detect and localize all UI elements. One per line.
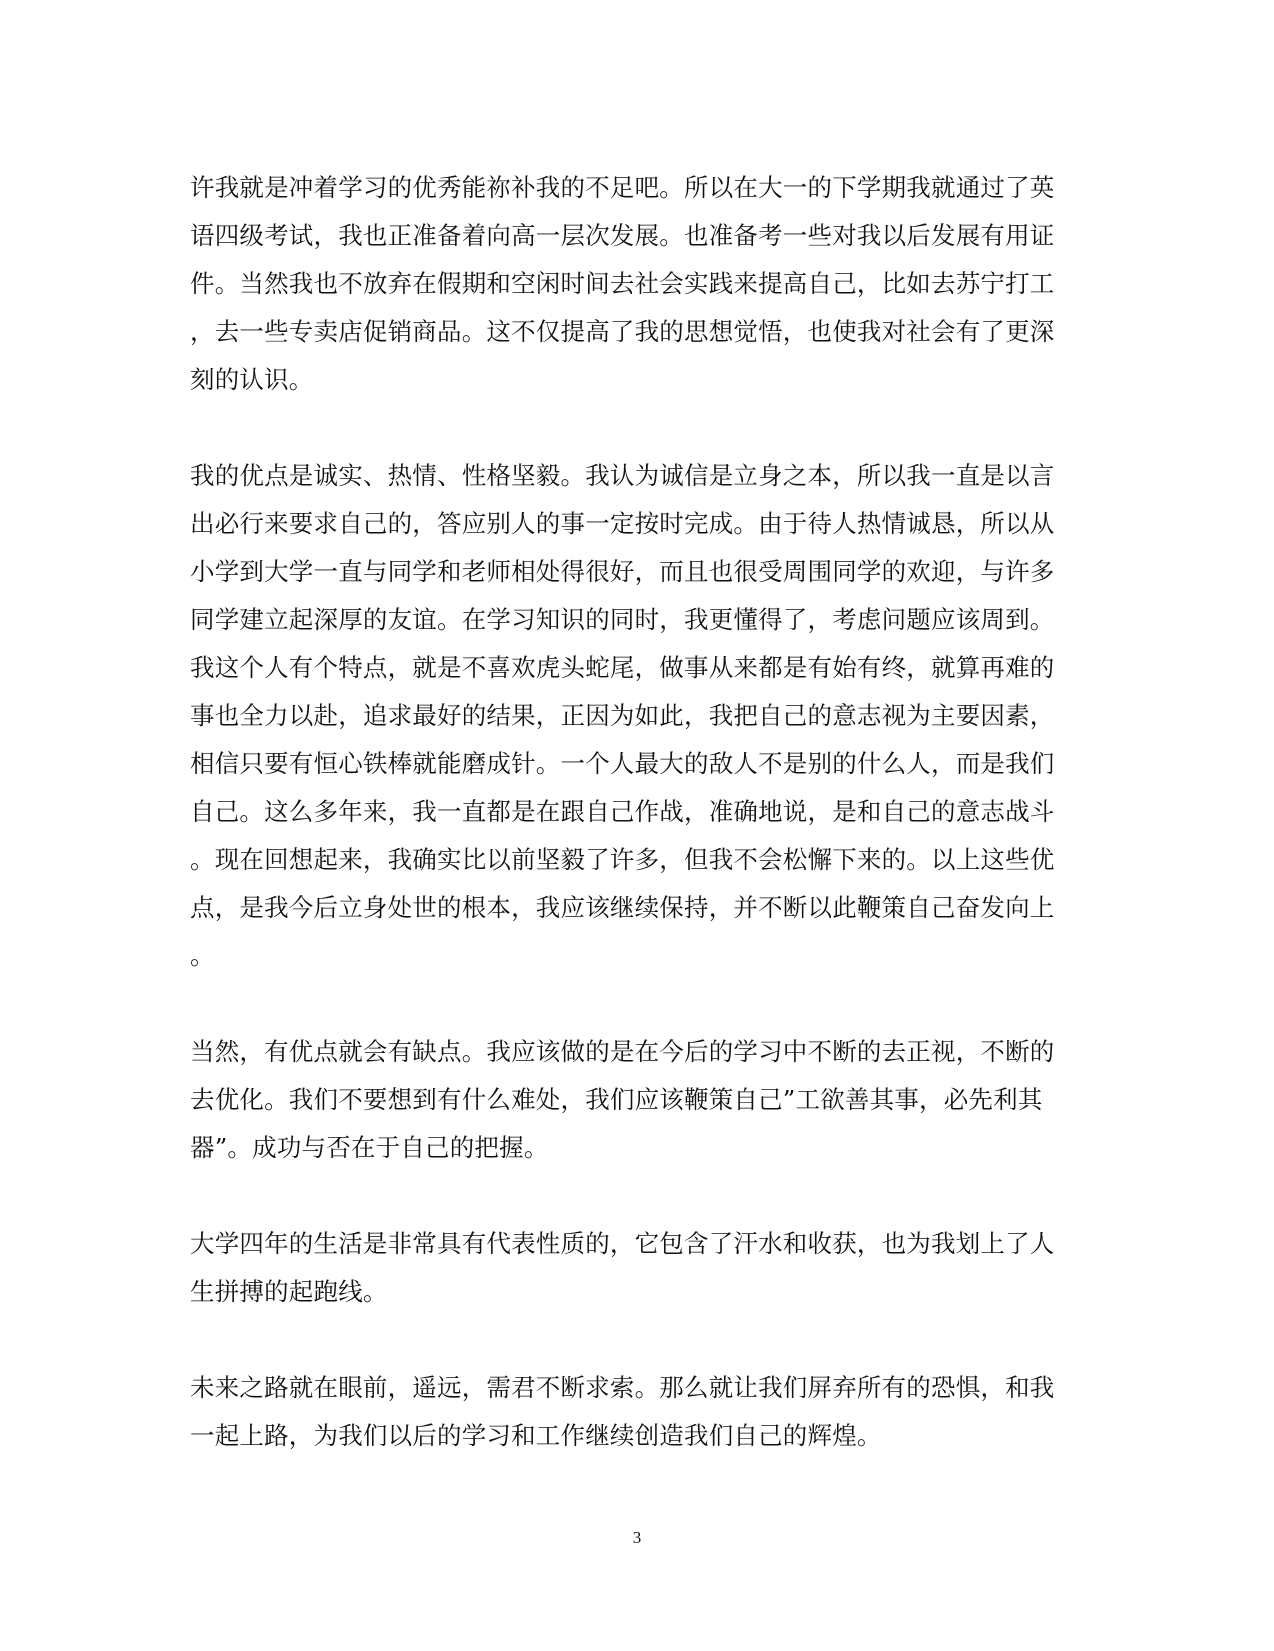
document-body (190, 164, 1070, 1460)
text-line: 点，是我今后立身处世的根本，我应该继续保持，并不断以此鞭策自己奋发向上 (190, 893, 1055, 922)
paragraph-spacer (190, 1172, 1070, 1220)
text-line: 去优化。我们不要想到有什么难处，我们应该鞭策自己”工欲善其事，必先利其 (190, 1085, 1043, 1114)
text-line: 。 (190, 941, 215, 970)
paragraph-weaknesses (190, 1028, 1070, 1172)
paragraph-university-life (190, 1220, 1070, 1316)
paragraph-strengths (190, 452, 1070, 980)
text-line: 相信只要有恒心铁棒就能磨成针。一个人最大的敌人不是别的什么人，而是我们 (190, 749, 1055, 778)
text-line: 刻的认识。 (190, 365, 314, 394)
text-line: 自己。这么多年来，我一直都是在跟自己作战，准确地说，是和自己的意志战斗 (190, 797, 1055, 826)
text-line: 出必行来要求自己的，答应别人的事一定按时完成。由于待人热情诚恳，所以从 (190, 509, 1055, 538)
text-line: 我这个人有个特点，就是不喜欢虎头蛇尾，做事从来都是有始有终，就算再难的 (190, 653, 1055, 682)
text-line: 许我就是冲着学习的优秀能祢补我的不足吧。所以在大一的下学期我就通过了英 (190, 173, 1055, 202)
text-line: 事也全力以赴，追求最好的结果，正因为如此，我把自己的意志视为主要因素， (190, 701, 1055, 730)
text-line: 语四级考试，我也正准备着向高一层次发展。也准备考一些对我以后发展有用证 (190, 221, 1055, 250)
page-number: 3 (632, 1528, 642, 1547)
paragraph-future (190, 1364, 1070, 1460)
text-line: ，去一些专卖店促销商品。这不仅提高了我的思想觉悟，也使我对社会有了更深 (190, 317, 1055, 346)
text-line: 一起上路，为我们以后的学习和工作继续创造我们自己的辉煌。 (190, 1421, 882, 1450)
text-line: 我的优点是诚实、热情、性格坚毅。我认为诚信是立身之本，所以我一直是以言 (190, 461, 1055, 490)
paragraph-spacer (190, 404, 1070, 452)
paragraph-study-achievements (190, 164, 1070, 404)
text-line: 生拼搏的起跑线。 (190, 1277, 388, 1306)
text-line: 。现在回想起来，我确实比以前坚毅了许多，但我不会松懈下来的。以上这些优 (190, 845, 1055, 874)
paragraph-spacer (190, 1316, 1070, 1364)
text-line: 小学到大学一直与同学和老师相处得很好，而且也很受周围同学的欢迎，与许多 (190, 557, 1055, 586)
text-line: 件。当然我也不放弃在假期和空闲时间去社会实践来提高自己，比如去苏宁打工 (190, 269, 1055, 298)
paragraph-spacer (190, 980, 1070, 1028)
text-line: 未来之路就在眼前，遥远，需君不断求索。那么就让我们屏弃所有的恐惧，和我 (190, 1373, 1055, 1402)
text-line: 大学四年的生活是非常具有代表性质的，它包含了汗水和收获，也为我划上了人 (190, 1229, 1055, 1258)
text-line: 器”。成功与否在于自己的把握。 (190, 1133, 549, 1162)
text-line: 当然，有优点就会有缺点。我应该做的是在今后的学习中不断的去正视，不断的 (190, 1037, 1055, 1066)
text-line: 同学建立起深厚的友谊。在学习知识的同时，我更懂得了，考虑问题应该周到。 (190, 605, 1055, 634)
